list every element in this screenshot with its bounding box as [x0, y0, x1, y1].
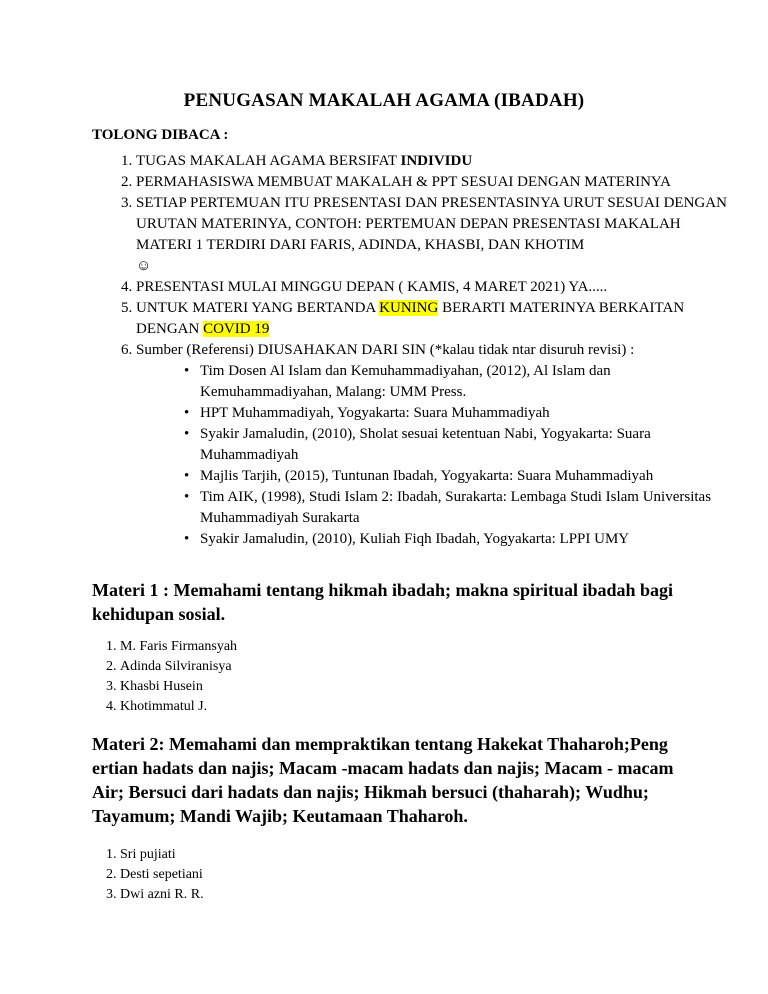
reference-list: [136, 361, 736, 550]
highlight-covid: COVID 19: [203, 321, 270, 337]
item-text: Sumber (Referensi) DIUSAHAKAN DARI SIN (*kalau tidak ntar disuruh revisi) :: [136, 342, 635, 358]
list-item: [136, 298, 736, 340]
member-item: 3. Dwi azni R. R.: [120, 885, 520, 905]
member-item: 1. M. Faris Firmansyah: [120, 637, 520, 657]
page-title: PENUGASAN MAKALAH AGAMA (IBADAH): [183, 90, 585, 111]
reference-item: • HPT Muhammadiyah, Yogyakarta: Suara Muhammadiyah: [184, 403, 736, 424]
materi-1-members: [92, 637, 520, 717]
list-item: [136, 151, 736, 172]
subtitle: TOLONG DIBACA :: [92, 127, 229, 143]
bullet-icon: •: [184, 405, 190, 421]
list-item: [136, 172, 736, 193]
bullet-icon: •: [184, 468, 190, 484]
bullet-icon: •: [184, 489, 190, 505]
item-text: SETIAP PERTEMUAN ITU PRESENTASI DAN PRESENTASINYA URUT SESUAI DENGAN URUTAN MATERINYA, CONTOH: PERTEMUAN DEPAN PRESENTASI MAKALAH MATERI 1 TERDIRI DARI FARIS, ADINDA, KHASBI, DAN KHOTIM: [136, 195, 727, 253]
bullet-icon: •: [184, 363, 190, 379]
bullet-icon: •: [184, 426, 190, 442]
member-item: 4. Khotimmatul J.: [120, 697, 520, 717]
materi-2-members: [92, 845, 520, 905]
member-item: 1. Sri pujiati: [120, 845, 520, 865]
member-item: 2. Adinda Silviranisya: [120, 657, 520, 677]
smiley-icon: ☺: [136, 258, 152, 274]
member-item: 2. Desti sepetiani: [120, 865, 520, 885]
item-text: TUGAS MAKALAH AGAMA BERSIFAT: [136, 153, 401, 169]
item-text: PRESENTASI MULAI MINGGU DEPAN ( KAMIS, 4 MARET 2021) YA.....: [136, 279, 608, 295]
highlight-kuning: KUNING: [379, 300, 439, 316]
reference-item: • Tim Dosen Al Islam dan Kemuhammadiyahan, (2012), Al Islam dan Kemuhammadiyahan, Malang: UMM Press.: [184, 363, 611, 400]
reference-item: • Syakir Jamaludin, (2010), Kuliah Fiqh Ibadah, Yogyakarta: LPPI UMY: [184, 529, 736, 550]
bullet-icon: •: [184, 531, 190, 547]
item-text: PERMAHASISWA MEMBUAT MAKALAH & PPT SESUAI DENGAN MATERINYA: [136, 174, 671, 190]
list-item: [136, 340, 736, 550]
item-text: BERARTI MATERINYA BERKAITAN DENGAN: [136, 300, 685, 337]
reference-item: • Majlis Tarjih, (2015), Tuntunan Ibadah, Yogyakarta: Suara Muhammadiyah: [184, 466, 736, 487]
materi-2-heading: Materi 2: Memahami dan mempraktikan tentang Hakekat Thaharoh;Peng ertian hadats dan najis; Macam -macam hadats dan najis; Macam - macam Air; Bersuci dari hadats dan najis; Hikmah bersuci (thaharah); Wudhu; Tayamum; Mandi Wajib; Keutamaan Thaharoh.: [92, 734, 674, 826]
member-item: 3. Khasbi Husein: [120, 677, 520, 697]
item-bold: INDIVIDU: [400, 153, 473, 169]
reference-item: • Tim AIK, (1998), Studi Islam 2: Ibadah, Surakarta: Lembaga Studi Islam Universitas Muhammadiyah Surakarta: [184, 489, 712, 526]
instruction-list: [92, 151, 736, 550]
item-text: UNTUK MATERI YANG BERTANDA: [136, 300, 380, 316]
list-item: [136, 277, 736, 298]
reference-item: • Syakir Jamaludin, (2010), Sholat sesuai ketentuan Nabi, Yogyakarta: Suara Muhammadiyah: [184, 426, 651, 463]
list-item: [136, 193, 736, 277]
materi-1-heading: Materi 1 : Memahami tentang hikmah ibadah; makna spiritual ibadah bagi kehidupan sosial.: [92, 580, 674, 624]
